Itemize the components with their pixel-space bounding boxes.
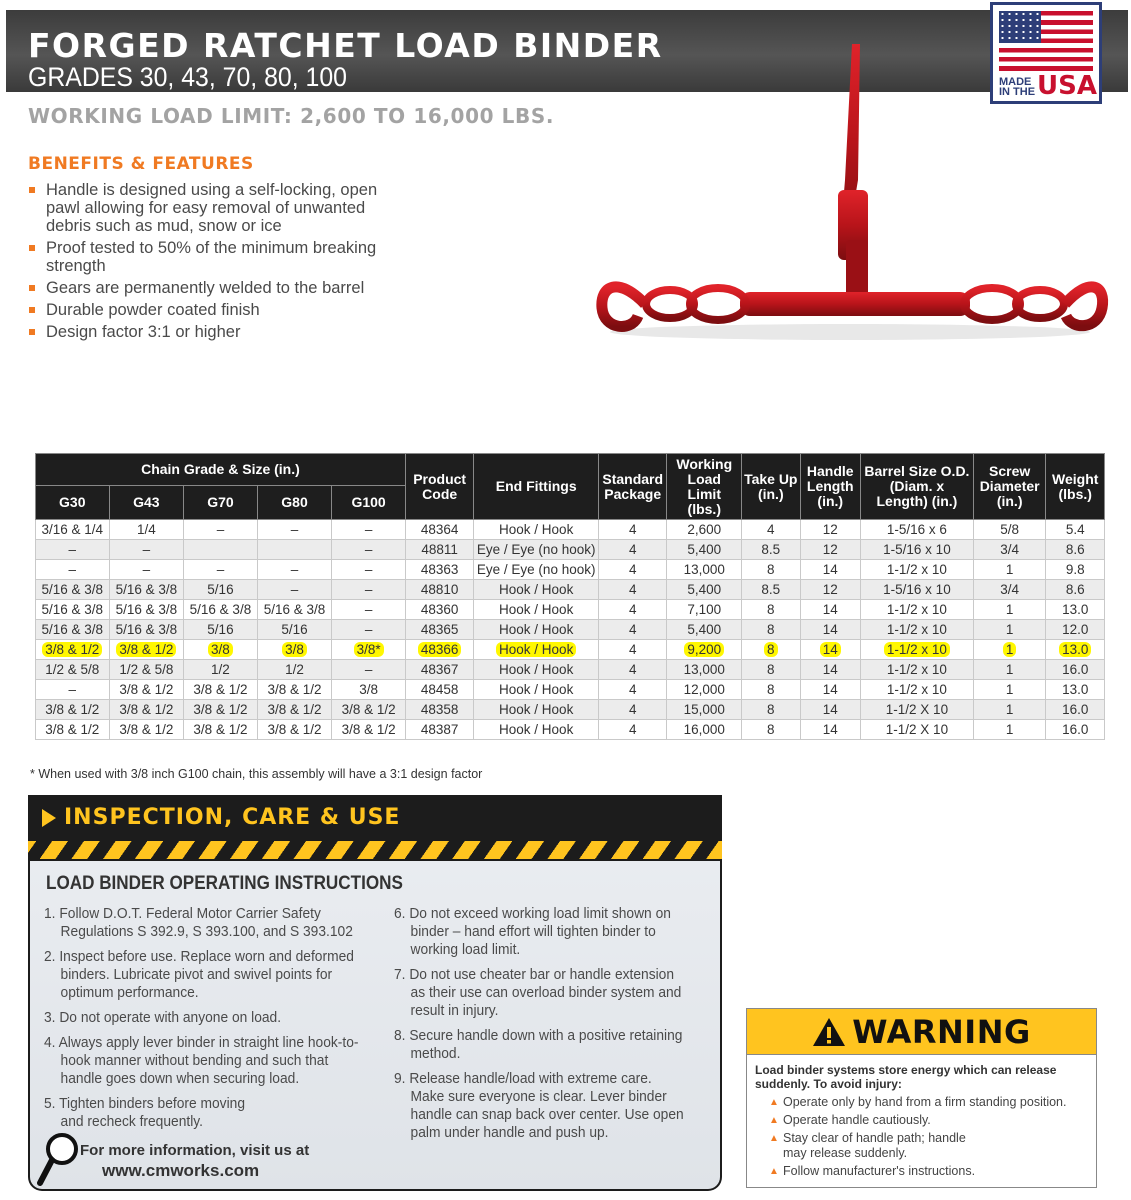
table-cell: 1-5/16 x 6 <box>860 520 973 540</box>
table-cell: 8 <box>742 600 800 620</box>
table-cell: 5/16 & 3/8 <box>36 580 110 600</box>
table-row <box>36 660 1105 680</box>
col-header: Standard Package <box>598 454 667 520</box>
table-cell: – <box>332 520 406 540</box>
more-info-text: For more information, visit us at <box>80 1142 310 1159</box>
table-cell: 4 <box>598 640 667 660</box>
table-cell: 48364 <box>405 520 474 540</box>
table-cell: 5/16 <box>184 620 258 640</box>
table-cell: 13.0 <box>1046 600 1105 620</box>
table-cell: 5,400 <box>667 580 742 600</box>
table-cell: 5/8 <box>973 520 1046 540</box>
benefit-item: Handle is designed using a self-locking, open pawl allowing for easy removal of unwanted debris such as mud, snow or ice <box>28 181 408 235</box>
table-cell: – <box>36 560 110 580</box>
benefit-item: Design factor 3:1 or higher <box>28 323 408 341</box>
col-header: Take Up (in.) <box>742 454 800 520</box>
badge-made-in-text: MADE IN THE <box>999 76 1036 98</box>
warning-title: WARNING <box>852 1012 1031 1051</box>
instruction-item: 2. Inspect before use. Replace worn and deformed binders. Lubricate pivot and swivel points for optimum performance. <box>44 948 354 1001</box>
table-cell: 8 <box>742 560 800 580</box>
highlighted-value: 3/8 & 1/2 <box>116 642 176 657</box>
table-cell: Hook / Hook <box>474 720 599 740</box>
table-cell: – <box>332 620 406 640</box>
table-cell: 48810 <box>405 580 474 600</box>
table-row <box>36 720 1105 740</box>
table-cell: 8 <box>742 660 800 680</box>
table-cell: 48363 <box>405 560 474 580</box>
table-cell: 4 <box>598 560 667 580</box>
grade-header: G80 <box>257 486 332 520</box>
instruction-item: 4. Always apply lever binder in straight line hook-to-hook manner without bending and such that handle goes down when securing load. <box>44 1034 359 1087</box>
table-cell: 3/8 & 1/2 <box>184 700 258 720</box>
table-cell: 8.5 <box>742 540 800 560</box>
table-cell: 8.5 <box>742 580 800 600</box>
table-cell: Hook / Hook <box>474 580 599 600</box>
table-cell: 5/16 & 3/8 <box>109 600 184 620</box>
warning-box <box>746 1008 1097 1188</box>
instruction-item: 6. Do not exceed working load limit shown on binder – hand effort will tighten binder to working load limit. <box>394 905 671 958</box>
instruction-item: 8. Secure handle down with a positive retaining method. <box>394 1027 683 1062</box>
grade-header: G70 <box>184 486 258 520</box>
table-cell: 15,000 <box>667 700 742 720</box>
table-cell: 48367 <box>405 660 474 680</box>
table-cell: 8 <box>742 720 800 740</box>
page-subtitle: GRADES 30, 43, 70, 80, 100 <box>28 62 347 92</box>
table-cell: 3/8 & 1/2 <box>257 680 332 700</box>
ratchet-load-binder-image <box>590 40 1110 350</box>
table-cell: 48387 <box>405 720 474 740</box>
table-cell: – <box>257 520 332 540</box>
table-cell <box>257 640 332 660</box>
table-cell: 5,400 <box>667 620 742 640</box>
grade-header: G43 <box>109 486 184 520</box>
col-header: Product Code <box>405 454 474 520</box>
table-row <box>36 540 1105 560</box>
table-cell: 5/16 & 3/8 <box>109 580 184 600</box>
table-cell: – <box>36 680 110 700</box>
table-cell: 3/16 & 1/4 <box>36 520 110 540</box>
table-cell: 16.0 <box>1046 700 1105 720</box>
highlighted-value: 13.0 <box>1059 642 1091 657</box>
table-cell: 1 <box>973 700 1046 720</box>
table-row <box>36 680 1105 700</box>
table-cell: 4 <box>598 680 667 700</box>
warning-triangle-icon <box>812 1017 846 1047</box>
table-cell: 14 <box>800 560 860 580</box>
operating-instructions-heading: LOAD BINDER OPERATING INSTRUCTIONS <box>46 873 403 894</box>
table-cell: 3/8 & 1/2 <box>257 700 332 720</box>
table-cell: 1-1/2 x 10 <box>860 620 973 640</box>
table-cell: – <box>257 560 332 580</box>
table-cell: 12 <box>800 540 860 560</box>
table-cell: 3/8 & 1/2 <box>332 720 406 740</box>
table-cell: 8 <box>742 620 800 640</box>
table-cell: 13.0 <box>1046 680 1105 700</box>
table-cell: Hook / Hook <box>474 680 599 700</box>
table-cell: 3/8 & 1/2 <box>109 680 184 700</box>
table-cell: 4 <box>598 660 667 680</box>
highlighted-value: 3/8 <box>282 642 307 657</box>
warning-item: ▲ Follow manufacturer's instructions. <box>771 1164 1096 1179</box>
table-cell: 14 <box>800 700 860 720</box>
highlighted-value: 3/8* <box>354 642 384 657</box>
benefits-heading: BENEFITS & FEATURES <box>28 154 254 174</box>
table-cell: 48365 <box>405 620 474 640</box>
table-cell: 48360 <box>405 600 474 620</box>
table-row <box>36 520 1105 540</box>
warning-item: ▲ Operate only by hand from a firm standing position. <box>771 1095 1096 1110</box>
page-title: FORGED RATCHET LOAD BINDER <box>28 26 663 65</box>
table-cell: 12 <box>800 520 860 540</box>
table-cell: 4 <box>598 540 667 560</box>
table-cell <box>36 640 110 660</box>
grade-header: G100 <box>332 486 406 520</box>
highlighted-value: 3/8 <box>208 642 233 657</box>
table-cell: 2,600 <box>667 520 742 540</box>
benefit-item: Durable powder coated finish <box>28 301 408 319</box>
table-cell: 1-5/16 x 10 <box>860 540 973 560</box>
specifications-table-body <box>36 520 1105 740</box>
table-cell <box>184 540 258 560</box>
warning-intro: Load binder systems store energy which can release suddenly. To avoid injury: <box>755 1063 1057 1091</box>
warning-item: ▲ Stay clear of handle path; handle may release suddenly. <box>771 1131 971 1161</box>
table-cell: 16.0 <box>1046 720 1105 740</box>
table-cell: 3/4 <box>973 580 1046 600</box>
inspection-title: INSPECTION, CARE & USE <box>64 805 401 830</box>
highlighted-value: 3/8 & 1/2 <box>42 642 102 657</box>
table-cell: 4 <box>598 620 667 640</box>
more-info <box>80 1141 309 1181</box>
table-cell: 5,400 <box>667 540 742 560</box>
table-cell: 1-1/2 x 10 <box>860 680 973 700</box>
col-header: Working Load Limit (lbs.) <box>667 454 742 520</box>
play-arrow-icon <box>42 809 56 827</box>
table-cell: 16,000 <box>667 720 742 740</box>
table-cell: 8.6 <box>1046 580 1105 600</box>
table-cell: 1-1/2 x 10 <box>860 660 973 680</box>
magnifier-icon <box>36 1131 80 1191</box>
table-cell: 3/8 <box>332 680 406 700</box>
table-cell <box>800 640 860 660</box>
table-cell: 1/4 <box>109 520 184 540</box>
table-cell: 5/16 & 3/8 <box>184 600 258 620</box>
instructions-right-column <box>394 905 714 1149</box>
table-row <box>36 640 1105 660</box>
table-cell: 14 <box>800 660 860 680</box>
chain-grade-group-header: Chain Grade & Size (in.) <box>36 454 406 486</box>
table-cell: 16.0 <box>1046 660 1105 680</box>
table-cell: 1-1/2 X 10 <box>860 720 973 740</box>
highlighted-value: 8 <box>764 642 778 657</box>
inspection-header <box>28 795 722 865</box>
table-row <box>36 600 1105 620</box>
footnote: * When used with 3/8 inch G100 chain, this assembly will have a 3:1 design factor <box>30 767 483 781</box>
table-cell: 12.0 <box>1046 620 1105 640</box>
table-cell: 3/4 <box>973 540 1046 560</box>
table-cell <box>860 640 973 660</box>
table-cell: Hook / Hook <box>474 620 599 640</box>
table-cell: 12 <box>800 580 860 600</box>
table-cell: 1 <box>973 680 1046 700</box>
col-header: Screw Diameter (in.) <box>973 454 1046 520</box>
working-load-limit: WORKING LOAD LIMIT: 2,600 TO 16,000 LBS. <box>28 104 555 128</box>
table-cell: 3/8 & 1/2 <box>257 720 332 740</box>
warning-list <box>771 1095 1096 1179</box>
table-cell: Eye / Eye (no hook) <box>474 540 599 560</box>
table-cell: 4 <box>742 520 800 540</box>
table-row <box>36 700 1105 720</box>
table-cell: – <box>184 520 258 540</box>
highlighted-value: 1 <box>1003 642 1017 657</box>
table-cell: 4 <box>598 720 667 740</box>
table-cell: 4 <box>598 520 667 540</box>
warning-header <box>747 1009 1096 1055</box>
table-cell: – <box>332 560 406 580</box>
table-cell <box>405 640 474 660</box>
table-row <box>36 560 1105 580</box>
table-cell <box>257 540 332 560</box>
benefits-list <box>28 181 408 345</box>
table-cell: 5/16 <box>184 580 258 600</box>
table-cell: 3/8 & 1/2 <box>109 720 184 740</box>
highlighted-value: 14 <box>820 642 841 657</box>
col-header: End Fittings <box>474 454 599 520</box>
benefit-item: Gears are permanently welded to the barrel <box>28 279 408 297</box>
col-header: Weight (lbs.) <box>1046 454 1105 520</box>
table-cell: – <box>332 540 406 560</box>
badge-usa-text: USA <box>1037 71 1097 101</box>
table-cell: 1-1/2 X 10 <box>860 700 973 720</box>
table-cell: 1/2 <box>184 660 258 680</box>
col-header: Barrel Size O.D. (Diam. x Length) (in.) <box>860 454 973 520</box>
grade-header: G30 <box>36 486 110 520</box>
table-row <box>36 580 1105 600</box>
table-cell <box>332 640 406 660</box>
table-cell: 3/8 & 1/2 <box>36 720 110 740</box>
table-cell <box>109 640 184 660</box>
table-cell: – <box>36 540 110 560</box>
table-cell: – <box>332 580 406 600</box>
table-cell: 1 <box>973 600 1046 620</box>
instruction-item: 5. Tighten binders before moving and recheck frequently. <box>44 1095 245 1130</box>
benefit-item: Proof tested to 50% of the minimum breaking strength <box>28 239 408 275</box>
table-cell: 5.4 <box>1046 520 1105 540</box>
highlighted-value: 48366 <box>418 642 462 657</box>
warning-item: ▲ Operate handle cautiously. <box>771 1113 1096 1128</box>
table-cell: – <box>257 580 332 600</box>
table-cell: 4 <box>598 600 667 620</box>
table-cell: 5/16 & 3/8 <box>109 620 184 640</box>
table-cell: 14 <box>800 680 860 700</box>
table-cell: 48811 <box>405 540 474 560</box>
table-cell: 14 <box>800 620 860 640</box>
inspection-panel <box>28 795 722 1195</box>
table-cell: 1 <box>973 720 1046 740</box>
table-cell: 1/2 & 5/8 <box>36 660 110 680</box>
table-cell: 1-1/2 x 10 <box>860 600 973 620</box>
table-cell: 4 <box>598 700 667 720</box>
table-cell: 13,000 <box>667 660 742 680</box>
table-cell: 5/16 <box>257 620 332 640</box>
highlighted-value: 9,200 <box>684 642 724 657</box>
table-cell: 7,100 <box>667 600 742 620</box>
table-cell <box>667 640 742 660</box>
table-cell <box>973 640 1046 660</box>
table-cell: 8.6 <box>1046 540 1105 560</box>
table-cell: 3/8 & 1/2 <box>332 700 406 720</box>
table-cell: Hook / Hook <box>474 520 599 540</box>
highlighted-value: 1-1/2 x 10 <box>884 642 950 657</box>
col-header: Handle Length (in.) <box>800 454 860 520</box>
table-cell <box>742 640 800 660</box>
table-cell: 1/2 & 5/8 <box>109 660 184 680</box>
table-cell: 48358 <box>405 700 474 720</box>
table-cell: 1 <box>973 560 1046 580</box>
table-cell: 5/16 & 3/8 <box>36 600 110 620</box>
table-cell: 1-1/2 x 10 <box>860 560 973 580</box>
table-cell: – <box>109 560 184 580</box>
instruction-item: 3. Do not operate with anyone on load. <box>44 1009 282 1026</box>
table-cell: 1-5/16 x 10 <box>860 580 973 600</box>
specifications-table <box>35 453 1105 740</box>
table-cell: 14 <box>800 720 860 740</box>
table-cell <box>474 640 599 660</box>
table-cell: Hook / Hook <box>474 600 599 620</box>
table-cell: 3/8 & 1/2 <box>36 700 110 720</box>
table-cell: 12,000 <box>667 680 742 700</box>
table-cell: 13,000 <box>667 560 742 580</box>
table-cell: – <box>184 560 258 580</box>
instructions-left-column <box>44 905 389 1138</box>
inspection-body <box>28 861 722 1191</box>
table-cell: 14 <box>800 600 860 620</box>
table-cell: 3/8 & 1/2 <box>109 700 184 720</box>
table-cell: Hook / Hook <box>474 660 599 680</box>
table-cell: 1 <box>973 620 1046 640</box>
table-cell: Hook / Hook <box>474 700 599 720</box>
highlighted-value: Hook / Hook <box>496 642 576 657</box>
table-cell: 3/8 & 1/2 <box>184 720 258 740</box>
table-cell: 5/16 & 3/8 <box>36 620 110 640</box>
table-cell: 1/2 <box>257 660 332 680</box>
table-cell: 5/16 & 3/8 <box>257 600 332 620</box>
table-cell: 3/8 & 1/2 <box>184 680 258 700</box>
table-cell: – <box>332 660 406 680</box>
table-cell <box>1046 640 1105 660</box>
table-cell: 8 <box>742 700 800 720</box>
table-cell: 4 <box>598 580 667 600</box>
table-cell: 9.8 <box>1046 560 1105 580</box>
instruction-item: 1. Follow D.O.T. Federal Motor Carrier Safety Regulations S 392.9, S 393.100, and S 393.102 <box>44 905 353 940</box>
table-cell: – <box>109 540 184 560</box>
instruction-item: 7. Do not use cheater bar or handle extension as their use can overload binder system and result in injury. <box>394 966 682 1019</box>
table-cell <box>184 640 258 660</box>
table-cell: 1 <box>973 660 1046 680</box>
website-link[interactable]: www.cmworks.com <box>102 1161 260 1180</box>
table-cell: 8 <box>742 680 800 700</box>
table-cell: – <box>332 600 406 620</box>
table-row <box>36 620 1105 640</box>
table-cell: 48458 <box>405 680 474 700</box>
table-cell: Eye / Eye (no hook) <box>474 560 599 580</box>
instruction-item: 9. Release handle/load with extreme care. Make sure everyone is clear. Lever binder handle can snap back over center. Use open palm under handle and push up. <box>394 1070 684 1141</box>
hazard-stripe <box>28 841 722 859</box>
